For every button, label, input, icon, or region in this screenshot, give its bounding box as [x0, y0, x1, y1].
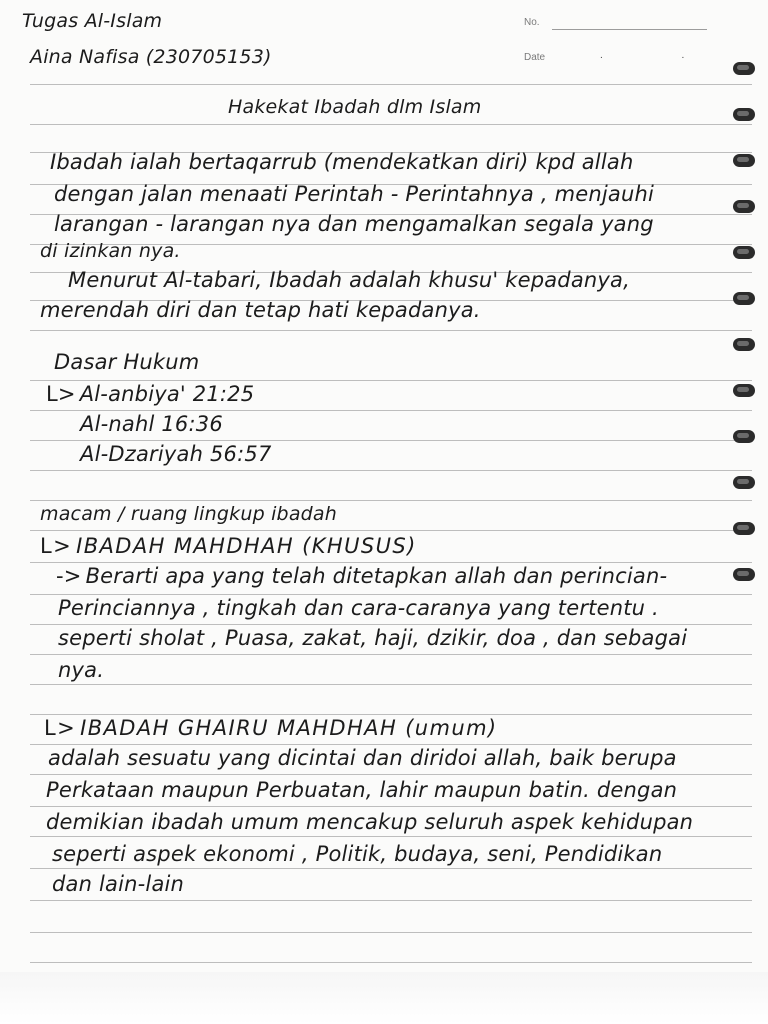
ruled-line — [30, 124, 752, 125]
ghairu-line: Perkataan maupun Perbuatan, lahir maupun batin. dengan — [46, 778, 678, 802]
arrow-marker-icon: L> — [44, 716, 77, 740]
dasar-hukum-item: Al-nahl 16:36 — [80, 412, 223, 436]
date-label: Date — [524, 52, 546, 63]
ghairu-line: seperti aspek ekonomi , Politik, budaya, seni, Pendidikan — [52, 842, 663, 866]
spiral-binding-ring-icon — [733, 108, 755, 121]
ghairu-mahdhah-heading — [44, 716, 498, 740]
spiral-binding-ring-icon — [733, 154, 755, 167]
definition-line: di izinkan nya. — [40, 240, 181, 262]
mahdhah-text: Berarti apa yang telah ditetapkan allah dan perincian- — [85, 564, 668, 588]
dasar-hukum-item — [46, 382, 254, 406]
mahdhah-line: seperti sholat , Puasa, zakat, haji, dzikir, doa , dan sebagai — [58, 626, 688, 650]
page-bottom-edge — [0, 972, 768, 1024]
ruled-line — [30, 330, 752, 331]
spiral-binding-ring-icon — [733, 476, 755, 489]
ruled-line — [30, 684, 752, 685]
ruled-line — [30, 962, 752, 963]
date-dots: . . — [600, 50, 723, 61]
ghairu-line: demikian ibadah umum mencakup seluruh aspek kehidupan — [46, 810, 694, 834]
ruled-line — [30, 714, 752, 715]
ghairu-line: dan lain-lain — [52, 872, 185, 896]
no-line — [552, 29, 707, 30]
spiral-binding-ring-icon — [733, 568, 755, 581]
ruled-line — [30, 530, 752, 531]
arrow-marker-icon: -> — [56, 564, 82, 588]
definition-line: larangan - larangan nya dan mengamalkan segala yang — [54, 212, 654, 236]
mahdhah-line: nya. — [58, 658, 105, 682]
no-label: No. — [524, 17, 540, 28]
mahdhah-line: Perinciannya , tingkah dan cara-caranya yang tertentu . — [58, 596, 659, 620]
ruled-line — [30, 84, 752, 85]
ghairu-heading-text: IBADAH GHAIRU MAHDHAH (umum) — [80, 716, 498, 740]
student-name: Aina Nafisa (230705153) — [30, 46, 272, 68]
ruled-line — [30, 380, 752, 381]
assignment-title: Tugas Al-Islam — [22, 10, 163, 32]
macam-heading: macam / ruang lingkup ibadah — [40, 503, 338, 525]
dasar-hukum-item: Al-Dzariyah 56:57 — [80, 442, 272, 466]
ruled-line — [30, 562, 752, 563]
spiral-binding-ring-icon — [733, 522, 755, 535]
ruled-line — [30, 500, 752, 501]
tabari-line: merendah diri dan tetap hati kepadanya. — [40, 298, 481, 322]
dasar-hukum-text: Al-anbiya' 21:25 — [79, 382, 255, 406]
ruled-line — [30, 900, 752, 901]
page-topic-heading: Hakekat Ibadah dlm Islam — [228, 96, 482, 118]
ruled-line — [30, 410, 752, 411]
ghairu-line: adalah sesuatu yang dicintai dan diridoi allah, baik berupa — [48, 746, 677, 770]
arrow-marker-icon: L> — [46, 382, 76, 406]
ruled-line — [30, 868, 752, 869]
ruled-line — [30, 836, 752, 837]
spiral-binding-ring-icon — [733, 292, 755, 305]
tabari-line: Menurut Al-tabari, Ibadah adalah khusu' kepadanya, — [68, 268, 630, 292]
spiral-binding-ring-icon — [733, 200, 755, 213]
arrow-marker-icon: L> — [40, 534, 73, 558]
spiral-binding-ring-icon — [733, 62, 755, 75]
spiral-binding-ring-icon — [733, 246, 755, 259]
ruled-line — [30, 932, 752, 933]
definition-line: dengan jalan menaati Perintah - Perintahnya , menjauhi — [54, 182, 655, 206]
ruled-line — [30, 774, 752, 775]
dasar-hukum-heading: Dasar Hukum — [54, 350, 200, 374]
mahdhah-heading-text: IBADAH MAHDHAH (KHUSUS) — [76, 534, 417, 558]
ruled-line — [30, 440, 752, 441]
ruled-line — [30, 654, 752, 655]
definition-line: Ibadah ialah bertaqarrub (mendekatkan diri) kpd allah — [50, 150, 634, 174]
ruled-line — [30, 624, 752, 625]
spiral-binding-ring-icon — [733, 338, 755, 351]
spiral-binding-ring-icon — [733, 430, 755, 443]
ruled-line — [30, 744, 752, 745]
ruled-line — [30, 594, 752, 595]
ruled-line — [30, 470, 752, 471]
mahdhah-line — [56, 564, 667, 588]
mahdhah-heading — [40, 534, 417, 558]
ruled-line — [30, 806, 752, 807]
spiral-binding-ring-icon — [733, 384, 755, 397]
